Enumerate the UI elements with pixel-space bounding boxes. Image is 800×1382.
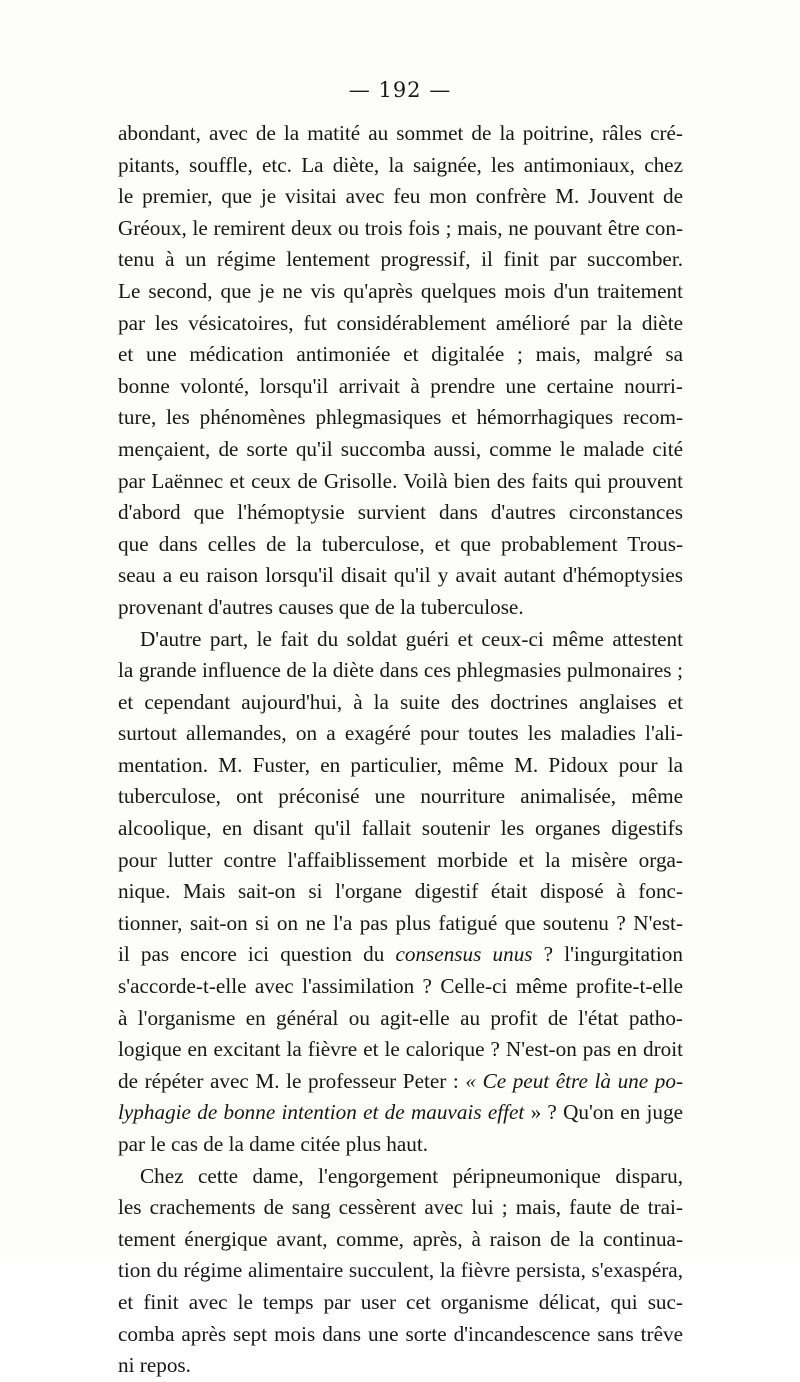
text-line: bonne volonté, lorsqu'il arrivait à prendre une certaine nourri-	[118, 373, 683, 398]
text-segment: il pas encore ici question du	[118, 942, 385, 967]
text-line: seau a eu raison lorsqu'il disait qu'il y avait autant d'hémoptysies	[118, 563, 683, 588]
text-line: ture, les phénomènes phlegmasiques et hémorrhagiques recom-	[118, 405, 683, 430]
text-line: tionner, sait-on si on ne l'a pas plus fatigué que soutenu ? N'est-	[118, 910, 683, 935]
text-line-mixed	[118, 1066, 683, 1098]
text-line: et finit avec le temps par user cet organisme délicat, qui suc-	[118, 1289, 683, 1314]
text-line: pitants, souffle, etc. La diète, la saignée, les antimoniaux, chez	[118, 152, 683, 177]
text-line: Gréoux, le remirent deux ou trois fois ; mais, ne pouvant être con-	[118, 215, 683, 240]
text-line: Chez cette dame, l'engorgement péripneumonique disparu,	[140, 1163, 683, 1188]
text-line: mençaient, de sorte qu'il succomba aussi, comme le malade cité	[118, 436, 683, 461]
text-line: tion du régime alimentaire succulent, la fièvre persista, s'exaspéra,	[118, 1258, 683, 1283]
text-line: la grande influence de la diète dans ces phlegmasies pulmonaires ;	[118, 658, 683, 683]
text-segment: de répéter avec M. le professeur Peter :	[118, 1068, 459, 1093]
text-line-mixed	[118, 1097, 683, 1129]
text-line: par les vésicatoires, fut considérablement amélioré par la diète	[118, 310, 683, 335]
text-segment: » ? Qu'on en juge	[524, 1100, 683, 1125]
text-line-mixed	[118, 939, 683, 971]
text-line: Le second, que je ne vis qu'après quelques mois d'un traitement	[118, 278, 683, 303]
body-text	[118, 118, 683, 1382]
italic-quote: « Ce peut être là une po-	[458, 1068, 683, 1093]
text-line: surtout allemandes, on a exagéré pour toutes les maladies l'ali-	[118, 721, 683, 746]
italic-quote: lyphagie de bonne intention et de mauvais effet	[118, 1100, 525, 1125]
text-line: pour lutter contre l'affaiblissement morbide et la misère orga-	[118, 847, 683, 872]
text-line: alcoolique, en disant qu'il fallait soutenir les organes digestifs	[118, 816, 683, 841]
text-line: mentation. M. Fuster, en particulier, même M. Pidoux pour la	[118, 752, 683, 777]
text-line: d'abord que l'hémoptysie survient dans d'autres circonstances	[118, 500, 683, 525]
text-line: par le cas de la dame citée plus haut.	[118, 1132, 429, 1156]
text-line: nique. Mais sait-on si l'organe digestif était disposé à fonc-	[118, 879, 683, 904]
text-line: tenu à un régime lentement progressif, il finit par succomber.	[118, 247, 683, 272]
text-line: et cependant aujourd'hui, à la suite des doctrines anglaises et	[118, 689, 683, 714]
text-line: et une médication antimoniée et digitalée ; mais, malgré sa	[118, 342, 683, 367]
text-line: D'autre part, le fait du soldat guéri et ceux-ci même attestent	[140, 626, 683, 651]
text-line: tement énergique avant, comme, après, à raison de la continua-	[118, 1226, 683, 1251]
page-number: — 192 —	[348, 78, 452, 102]
text-line: s'accorde-t-elle avec l'assimilation ? Celle-ci même profite-t-elle	[118, 974, 683, 999]
italic-phrase: consensus unus	[395, 942, 533, 967]
text-line: comba après sept mois dans une sorte d'incandescence sans trêve	[118, 1321, 683, 1346]
text-line: les crachements de sang cessèrent avec lui ; mais, faute de trai-	[118, 1195, 683, 1220]
text-line: tuberculose, ont préconisé une nourriture animalisée, même	[118, 784, 683, 809]
text-line: à l'organisme en général ou agit-elle au profit de l'état patho-	[118, 1005, 683, 1030]
text-line: logique en excitant la fièvre et le calorique ? N'est-on pas en droit	[118, 1037, 683, 1062]
text-line: par Laënnec et ceux de Grisolle. Voilà bien des faits qui prouvent	[118, 468, 683, 493]
text-line: abondant, avec de la matité au sommet de la poitrine, râles cré-	[118, 121, 683, 145]
text-segment: ? l'ingurgitation	[532, 942, 683, 967]
text-line: ni repos.	[118, 1353, 191, 1378]
text-line: le premier, que je visitai avec feu mon confrère M. Jouvent de	[118, 184, 683, 209]
text-line: que dans celles de la tuberculose, et que probablement Trous-	[118, 531, 683, 556]
text-line: provenant d'autres causes que de la tuberculose.	[118, 594, 524, 619]
